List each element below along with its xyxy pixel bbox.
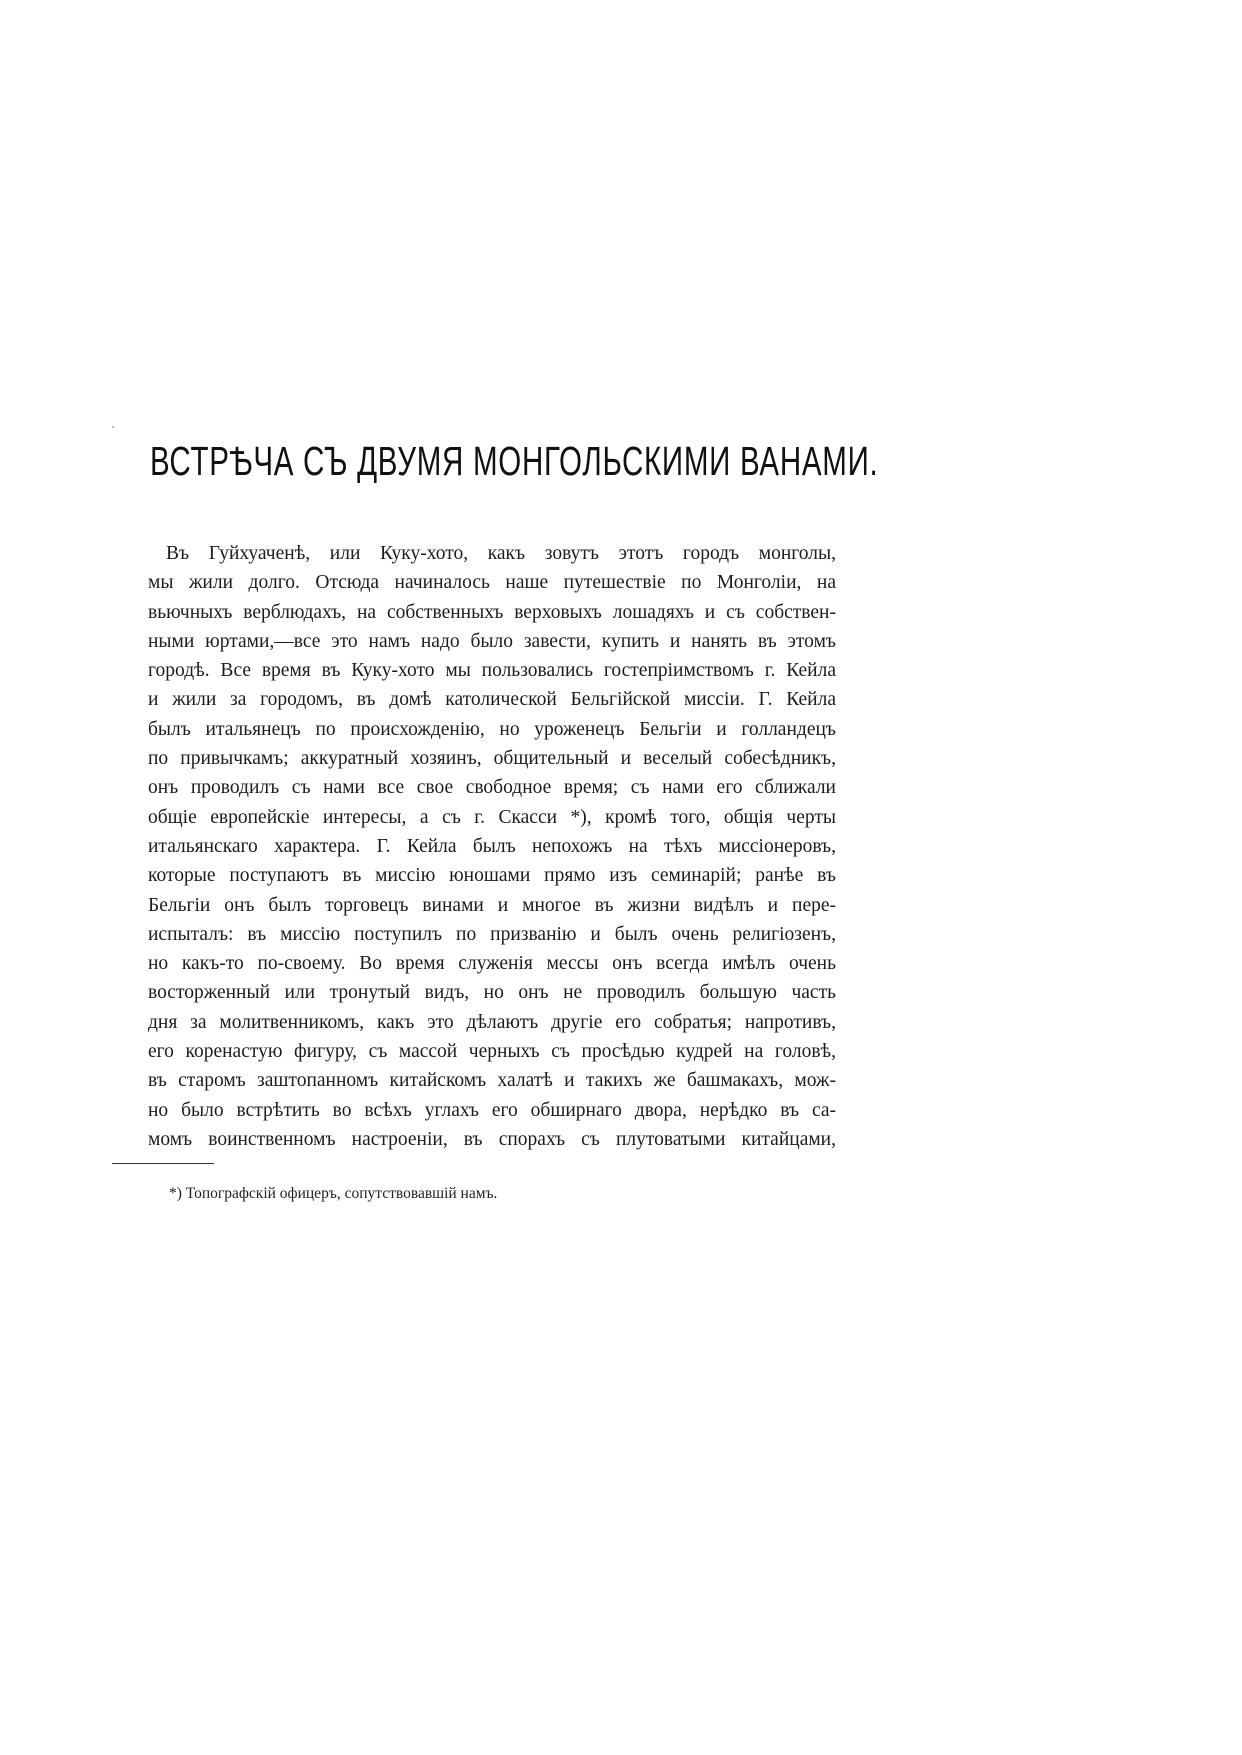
- footnote: *) Топографскій офицеръ, сопутствовавшій намъ.: [169, 1185, 498, 1202]
- text-line: Въ Гуйхуаченѣ, или Куку-хото, какъ зовутъ этотъ городъ монголы,: [166, 543, 836, 564]
- text-line: восторженный или тронутый видъ, но онъ не проводилъ большую часть: [148, 982, 836, 1004]
- text-line: но было встрѣтить во всѣхъ углахъ его обширнаго двора, нерѣдко въ са-: [148, 1099, 836, 1121]
- body-text: [148, 539, 836, 1154]
- footnote-rule: [112, 1163, 214, 1164]
- text-line: испыталъ: въ миссію поступилъ по призванію и былъ очень религіозенъ,: [148, 923, 836, 945]
- text-line: которые поступаютъ въ миссію юношами прямо изъ семинарій; ранѣе въ: [148, 865, 836, 887]
- text-line: его коренастую фигуру, съ массой черныхъ съ просѣдью кудрей на головѣ,: [148, 1041, 836, 1063]
- text-line: Бельгіи онъ былъ торговецъ винами и многое въ жизни видѣлъ и пере-: [148, 894, 836, 916]
- text-line: вьючныхъ верблюдахъ, на собственныхъ верховыхъ лошадяхъ и съ собствен-: [148, 601, 836, 623]
- chapter-title: ВСТРѢЧА СЪ ДВУМЯ МОНГОЛЬСКИМИ ВАНАМИ.: [150, 438, 879, 484]
- text-line: итальянскаго характера. Г. Кейла былъ непохожъ на тѣхъ миссіонеровъ,: [148, 835, 836, 857]
- text-line: момъ воинственномъ настроеніи, въ спорахъ съ плутоватыми китайцами,: [148, 1128, 836, 1150]
- scan-speck: [112, 426, 114, 428]
- text-line: ными юртами,—все это намъ надо было завести, купить и нанять въ этомъ: [148, 630, 836, 652]
- text-line: въ старомъ заштопанномъ китайскомъ халатѣ и такихъ же башмакахъ, мож-: [148, 1070, 836, 1092]
- text-line: мы жили долго. Отсюда начиналось наше путешествіе по Монголіи, на: [148, 572, 836, 594]
- text-line: онъ проводилъ съ нами все свое свободное время; съ нами его сближали: [148, 777, 836, 799]
- text-line: общіе европейскіе интересы, а съ г. Скасси *), кромѣ того, общія черты: [148, 806, 836, 828]
- text-line: городѣ. Все время въ Куку-хото мы пользовались гостепріимствомъ г. Кейла: [148, 660, 836, 682]
- text-line: дня за молитвенникомъ, какъ это дѣлаютъ другіе его собратья; напротивъ,: [148, 1011, 836, 1033]
- text-line: но какъ-то по-своему. Во время служенія мессы онъ всегда имѣлъ очень: [148, 953, 836, 975]
- text-line: по привычкамъ; аккуратный хозяинъ, общительный и веселый собесѣдникъ,: [148, 748, 836, 770]
- text-line: и жили за городомъ, въ домѣ католической Бельгійской миссіи. Г. Кейла: [148, 689, 836, 711]
- text-line: былъ итальянецъ по происхожденію, но уроженецъ Бельгіи и голландецъ: [148, 718, 836, 740]
